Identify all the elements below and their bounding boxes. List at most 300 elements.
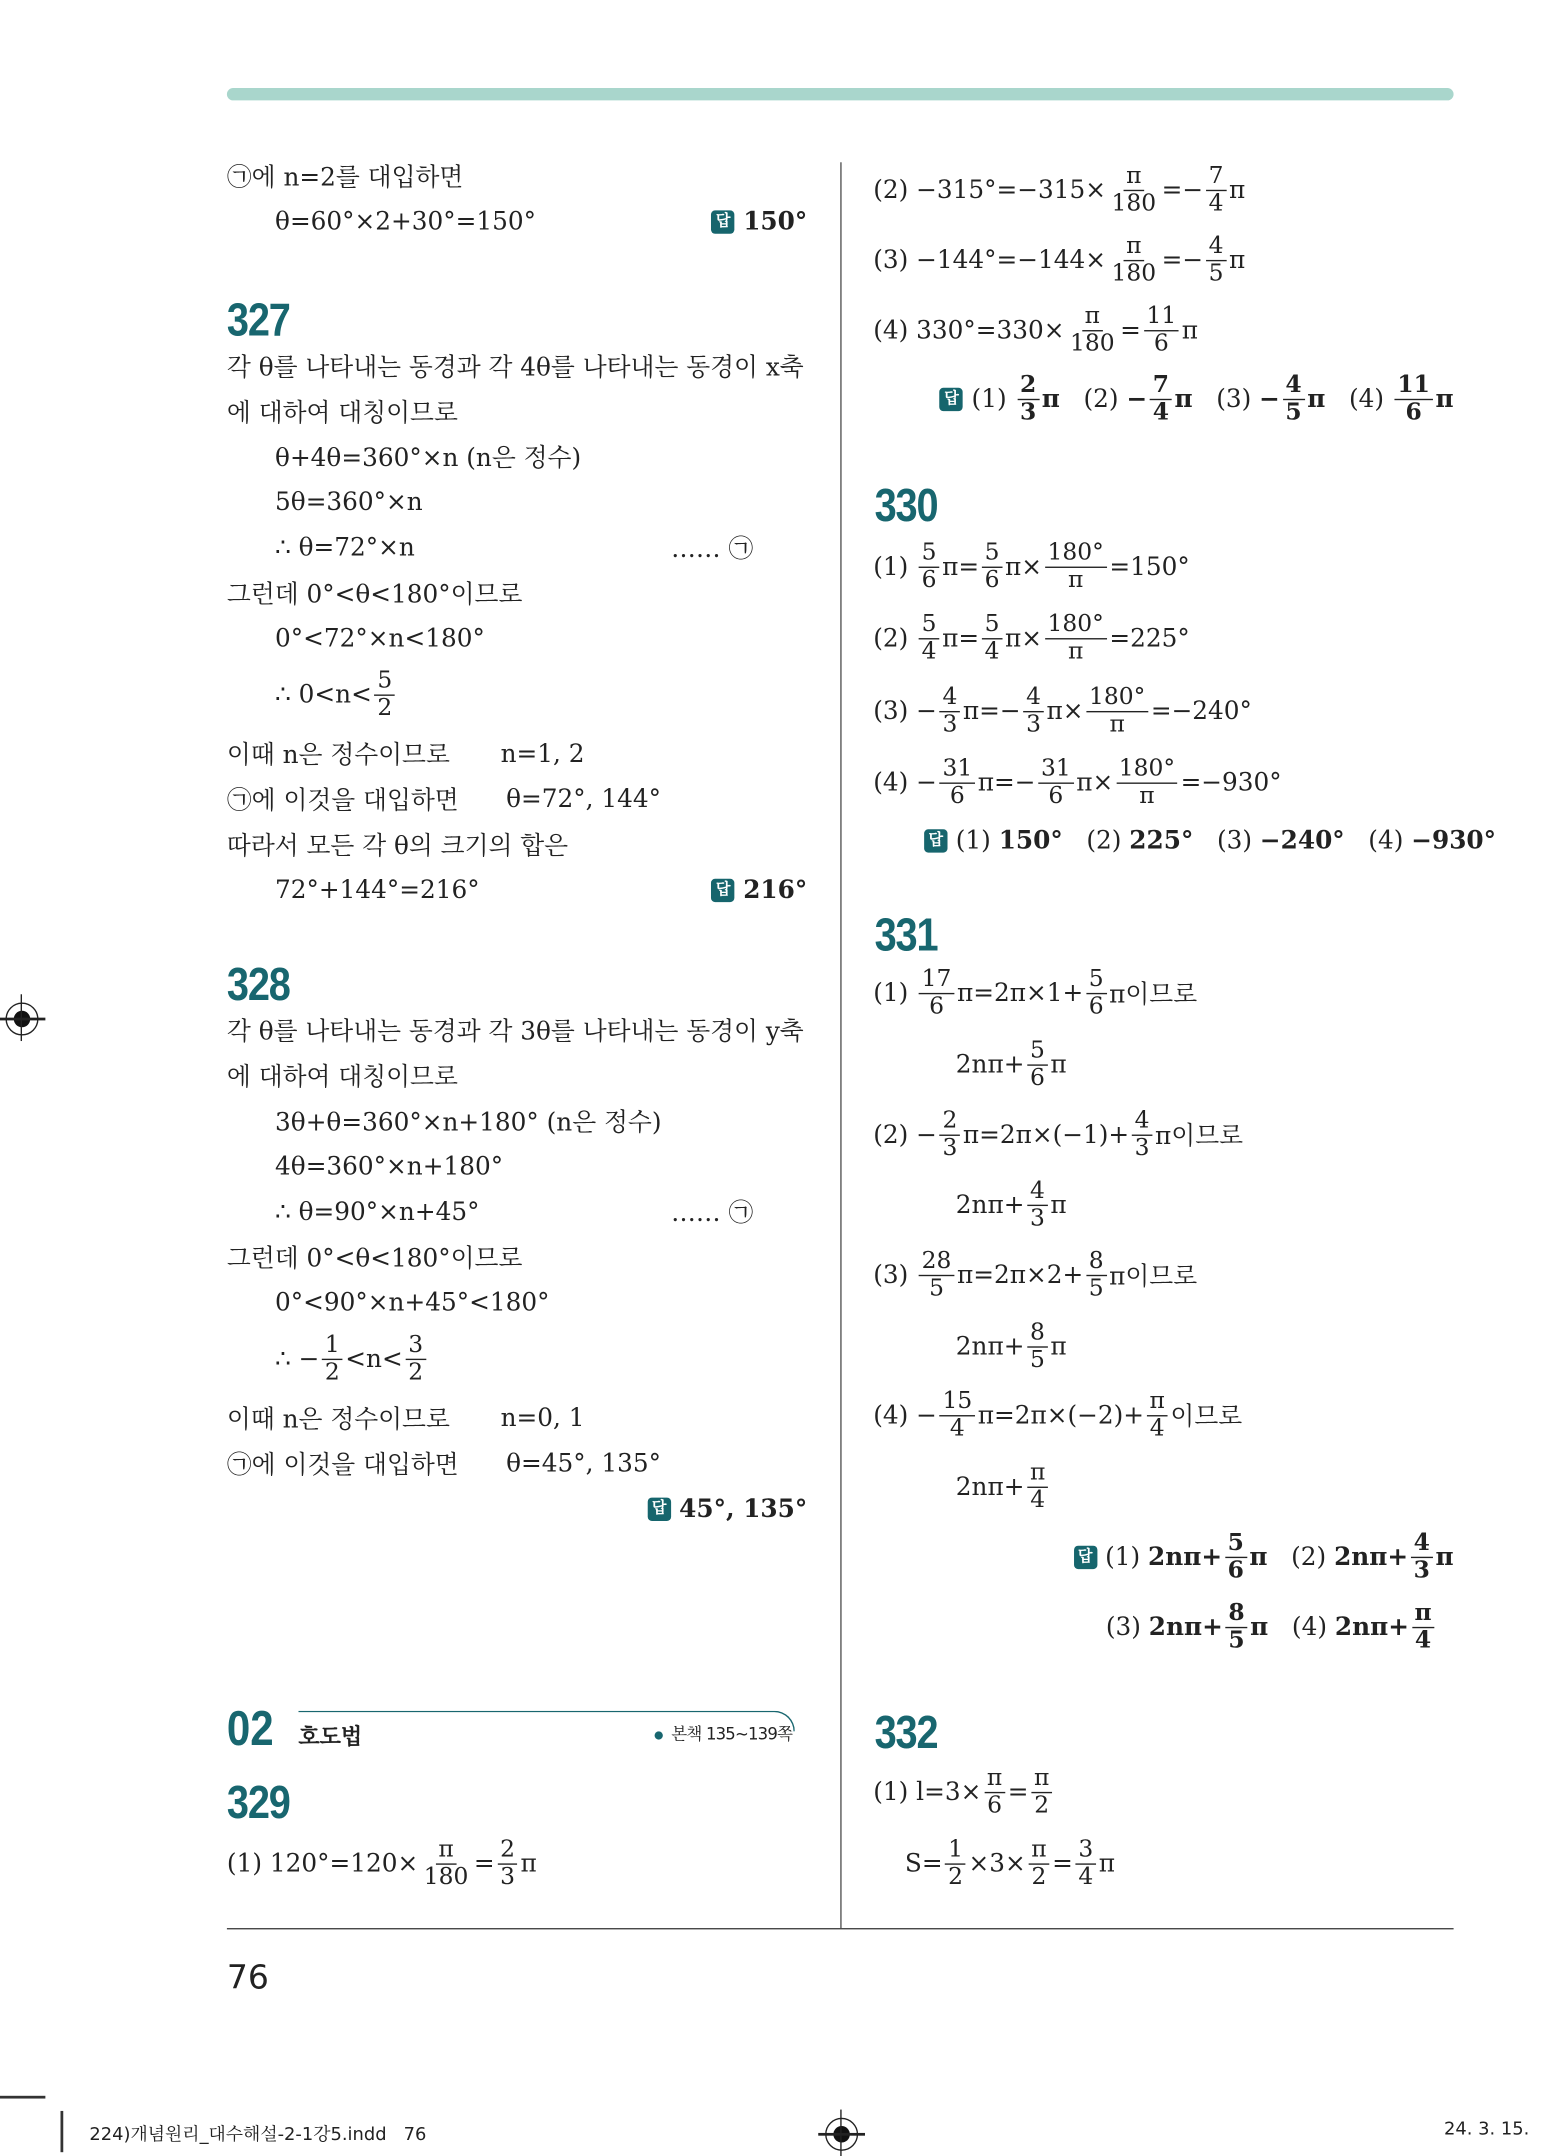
math-text: π=2π×1+ xyxy=(956,978,1084,1008)
math-text: (4) 330°=330× xyxy=(873,315,1065,345)
top-decorative-bar xyxy=(227,88,1454,100)
numerator: 3 xyxy=(1076,1837,1096,1865)
fraction xyxy=(1226,1600,1248,1654)
textbook-reference xyxy=(655,1722,792,1745)
math-text: π xyxy=(1174,384,1193,414)
math-text: 에 대하여 대칭이므로 xyxy=(226,398,458,428)
registration-mark-line xyxy=(840,2110,842,2156)
fraction xyxy=(1086,1248,1106,1302)
numerator: 4 xyxy=(940,684,960,712)
denominator: π xyxy=(1067,565,1084,594)
math-text: 5θ=360°×n xyxy=(275,487,423,517)
numerator: 3 xyxy=(405,1332,425,1360)
denominator: 2 xyxy=(408,1358,424,1386)
math-text: (1) xyxy=(955,825,999,855)
math-text: (2) xyxy=(873,623,917,653)
fraction xyxy=(982,611,1002,665)
math-text: 그런데 0°<θ<180°이므로 xyxy=(226,1244,523,1274)
bullet-icon xyxy=(655,1731,663,1739)
solution-line xyxy=(905,1830,1115,1896)
numerator: π xyxy=(984,1765,1005,1793)
fraction xyxy=(1109,163,1159,217)
solution-line xyxy=(956,1313,1067,1379)
solution-line xyxy=(873,1759,1055,1825)
denominator: 6 xyxy=(1153,329,1169,357)
denominator: 5 xyxy=(929,1274,945,1302)
numerator: 5 xyxy=(1086,966,1106,994)
problem-number-329: 329 xyxy=(226,1776,290,1830)
numerator: 4 xyxy=(1027,1178,1047,1206)
math-text: (4) xyxy=(1325,384,1392,414)
math-text: π xyxy=(1041,384,1060,414)
problem-number-328: 328 xyxy=(226,958,290,1011)
solution-line xyxy=(275,188,536,254)
numerator: π xyxy=(1123,233,1144,261)
fraction xyxy=(945,1837,965,1891)
math-text: π=− xyxy=(962,696,1021,726)
numerator: π xyxy=(1027,1460,1048,1488)
math-text: π xyxy=(1050,1331,1067,1361)
fraction xyxy=(421,1837,471,1891)
denominator: 5 xyxy=(1228,1626,1245,1654)
math-text: =− xyxy=(1161,245,1204,275)
fraction xyxy=(1206,163,1226,217)
numerator: 1 xyxy=(322,1332,342,1360)
denominator: 3 xyxy=(1029,1203,1045,1232)
section-header xyxy=(227,1700,809,1755)
math-text: 2nπ+ xyxy=(955,1472,1025,1502)
denominator: 2 xyxy=(948,1862,963,1891)
math-text: π= xyxy=(942,552,980,582)
math-text: π xyxy=(1249,1542,1268,1572)
denominator: 2 xyxy=(1034,1791,1050,1819)
numerator: 4 xyxy=(1411,1530,1433,1558)
fraction xyxy=(919,611,939,665)
math-text: 3θ+θ=360°×n+180° (n은 정수) xyxy=(275,1108,662,1138)
fraction xyxy=(940,756,975,810)
numerator: 31 xyxy=(1038,756,1073,784)
math-text: π xyxy=(1435,1542,1454,1572)
math-text: =−240° xyxy=(1150,696,1252,726)
fraction xyxy=(1076,1837,1096,1891)
math-text: π xyxy=(1250,1612,1269,1642)
math-text: π xyxy=(1229,245,1246,275)
denominator: 5 xyxy=(1088,1274,1104,1302)
problem-number-331: 331 xyxy=(874,909,938,962)
math-text: π xyxy=(1050,1049,1067,1079)
fraction xyxy=(1045,540,1107,594)
fraction xyxy=(497,1837,517,1891)
denominator: 2 xyxy=(377,693,393,722)
math-text: 따라서 모든 각 θ의 크기의 합은 xyxy=(226,831,569,861)
math-text: = xyxy=(473,1848,495,1878)
fraction xyxy=(1395,372,1433,426)
numerator: π xyxy=(1123,163,1144,191)
math-text: π=− xyxy=(977,768,1036,797)
math-text: −240° xyxy=(1259,825,1345,855)
numerator: π xyxy=(1082,303,1103,331)
denominator: 4 xyxy=(1208,189,1224,217)
fraction xyxy=(405,1332,425,1386)
numerator: 2 xyxy=(497,1837,517,1865)
numerator: 28 xyxy=(919,1248,954,1276)
numerator: 8 xyxy=(1226,1600,1248,1628)
denominator: 3 xyxy=(1019,398,1037,426)
solution-line xyxy=(873,534,1189,600)
numerator: 2 xyxy=(1017,372,1039,400)
fraction xyxy=(375,668,395,722)
math-text: π× xyxy=(1076,768,1114,797)
textbook-reference-text: 본책 135~139쪽 xyxy=(671,1724,793,1744)
answer-badge-icon: 답 xyxy=(924,829,947,852)
math-text: (4) − xyxy=(873,1400,937,1430)
denominator: 4 xyxy=(1078,1862,1094,1891)
solution-line xyxy=(873,297,1198,363)
solution-line xyxy=(227,1830,537,1896)
denominator: 6 xyxy=(1048,781,1064,810)
math-text: 그런데 0°<θ<180°이므로 xyxy=(226,580,523,610)
numerator: 7 xyxy=(1206,163,1226,191)
column-divider xyxy=(840,162,841,1928)
math-text: 216° xyxy=(743,875,808,905)
math-text: 2nπ+ xyxy=(1148,1612,1223,1642)
numerator: 4 xyxy=(1283,372,1305,400)
math-text: 이때 n은 정수이므로 xyxy=(226,1405,450,1435)
math-text: (1) xyxy=(873,978,917,1008)
math-text: = xyxy=(1007,1777,1029,1807)
math-text: −930° xyxy=(1411,825,1497,855)
answer-line xyxy=(1073,1524,1453,1590)
fraction xyxy=(1116,756,1178,810)
denominator: 6 xyxy=(921,565,937,594)
section-number: 02 xyxy=(226,1699,274,1757)
math-text: 72°+144°=216° xyxy=(275,875,480,905)
fraction xyxy=(1144,303,1179,357)
denominator: 6 xyxy=(1088,992,1104,1020)
numerator: 4 xyxy=(1023,684,1043,712)
math-text: 에 대하여 대칭이므로 xyxy=(226,1063,458,1092)
answer-line xyxy=(648,1476,808,1542)
crop-mark xyxy=(0,2096,45,2098)
math-text: ∴ − xyxy=(275,1344,320,1374)
math-text: ∴ θ=90°×n+45° xyxy=(275,1197,480,1226)
bottom-rule xyxy=(227,1928,1454,1929)
math-text: (1) l=3× xyxy=(873,1777,982,1807)
numerator: 8 xyxy=(1086,1248,1106,1276)
math-text: = xyxy=(1120,315,1141,345)
fraction xyxy=(1147,1388,1168,1442)
denominator: 180 xyxy=(1070,329,1115,357)
math-text: (2) − xyxy=(873,1120,937,1149)
solution-line xyxy=(873,605,1189,671)
math-text: =150° xyxy=(1109,552,1190,582)
answer-line xyxy=(712,857,808,923)
fraction xyxy=(919,1248,954,1302)
denominator: 6 xyxy=(1029,1063,1045,1092)
solution-line xyxy=(956,1454,1051,1520)
math-text: n=1, 2 xyxy=(500,739,585,769)
print-slug-date: 24. 3. 15. xyxy=(1443,2119,1530,2140)
math-text: π× xyxy=(1004,623,1043,653)
numerator: 180° xyxy=(1045,611,1107,639)
fraction xyxy=(1067,303,1117,357)
fraction xyxy=(1017,372,1039,426)
denominator: 180 xyxy=(423,1862,469,1891)
fraction xyxy=(1027,1320,1047,1374)
denominator: 5 xyxy=(1029,1345,1045,1374)
denominator: 3 xyxy=(942,710,958,738)
solution-line xyxy=(873,1102,1243,1168)
math-text: π이므로 xyxy=(1109,980,1198,1010)
denominator: 3 xyxy=(942,1133,958,1162)
math-text: π xyxy=(1098,1848,1116,1878)
problem-number-330: 330 xyxy=(874,479,938,533)
print-slug-filename: 224)개념원리_대수해설-2-1강5.indd 76 xyxy=(89,2124,427,2146)
math-text: (3) xyxy=(1193,825,1260,855)
problem-number-327: 327 xyxy=(226,294,290,347)
math-text: (4) − xyxy=(873,768,937,797)
math-text: π=2π×2+ xyxy=(956,1260,1084,1290)
math-text: 0°<90°×n+45°<180° xyxy=(275,1287,550,1317)
solution-line xyxy=(873,1242,1197,1308)
denominator: 4 xyxy=(1149,1414,1165,1442)
numerator: 4 xyxy=(1132,1108,1152,1136)
fraction xyxy=(919,966,954,1020)
denominator: 5 xyxy=(1208,259,1224,287)
math-text: 각 θ를 나타내는 동경과 각 3θ를 나타내는 동경이 y축 xyxy=(226,1017,804,1047)
solution-line xyxy=(873,678,1252,744)
denominator: 6 xyxy=(949,781,965,810)
denominator: 5 xyxy=(1285,398,1302,426)
math-text: 45°, 135° xyxy=(679,1494,808,1524)
math-text: (3) xyxy=(1192,384,1260,414)
math-text: ×3× xyxy=(968,1848,1026,1878)
math-text: S= xyxy=(904,1848,943,1878)
numerator: 1 xyxy=(945,1837,965,1865)
math-text: θ=45°, 135° xyxy=(506,1448,661,1478)
fraction xyxy=(940,1388,975,1442)
fraction xyxy=(1023,684,1043,738)
fraction xyxy=(1027,1178,1047,1232)
math-text: (2) xyxy=(1059,384,1127,414)
denominator: 6 xyxy=(1227,1556,1244,1584)
math-text: π=2π×(−2)+ xyxy=(977,1400,1145,1430)
math-text: 2nπ+ xyxy=(1334,1542,1409,1572)
math-text: π= xyxy=(942,623,980,653)
denominator: 4 xyxy=(1414,1626,1432,1654)
numerator: 31 xyxy=(940,756,975,784)
page-number: 76 xyxy=(226,1958,269,1997)
crop-mark xyxy=(61,2111,63,2152)
math-text: (3) −144°=−144× xyxy=(873,245,1107,275)
section-title: 호도법 xyxy=(298,1723,363,1750)
math-text: θ=60°×2+30°=150° xyxy=(275,206,537,236)
math-text: π× xyxy=(1004,552,1043,582)
answer-badge-icon: 답 xyxy=(712,210,735,233)
numerator: π xyxy=(1412,1600,1435,1628)
answer-badge-icon: 답 xyxy=(1073,1545,1096,1568)
solution-line xyxy=(873,157,1245,223)
denominator: 6 xyxy=(984,565,1000,594)
fraction xyxy=(940,1108,960,1162)
math-text: 각 θ를 나타내는 동경과 각 4θ를 나타내는 동경이 x축 xyxy=(226,353,804,383)
numerator: π xyxy=(436,1837,457,1865)
math-text: π이므로 xyxy=(1155,1122,1244,1152)
math-text: π xyxy=(1050,1190,1067,1220)
math-text: ∴ 0<n< xyxy=(275,680,372,709)
math-text: − xyxy=(1126,384,1148,414)
solution-line xyxy=(873,1382,1242,1448)
denominator: 180 xyxy=(1111,259,1157,287)
fraction xyxy=(984,1765,1005,1819)
math-text: (2) xyxy=(1062,825,1130,855)
math-text: 2nπ+ xyxy=(1148,1542,1223,1572)
solution-line xyxy=(956,1172,1067,1238)
math-text: 150° xyxy=(743,206,808,236)
math-text: (1) 120°=120× xyxy=(226,1848,419,1878)
fraction xyxy=(1027,1038,1047,1092)
solution-line xyxy=(275,857,480,923)
math-text: 225° xyxy=(1129,825,1194,855)
math-text: …… ㉠ xyxy=(671,1199,754,1229)
denominator: 3 xyxy=(1134,1133,1150,1162)
denominator: 180 xyxy=(1111,189,1157,217)
fraction xyxy=(1412,1600,1435,1654)
numerator: 4 xyxy=(1206,233,1226,261)
fraction xyxy=(1028,1837,1049,1891)
numerator: 7 xyxy=(1150,372,1172,400)
denominator: π xyxy=(1067,637,1084,665)
math-text: 2nπ+ xyxy=(955,1190,1025,1220)
math-text: 2nπ+ xyxy=(955,1049,1025,1079)
answer-line xyxy=(712,188,808,254)
math-text: 0°<72°×n<180° xyxy=(275,623,485,653)
math-text: θ+4θ=360°×n (n은 정수) xyxy=(275,444,582,474)
numerator: 17 xyxy=(919,966,954,994)
solution-line xyxy=(956,1031,1067,1097)
numerator: 5 xyxy=(982,611,1002,639)
numerator: 15 xyxy=(940,1388,975,1416)
answer-line xyxy=(1106,1594,1437,1660)
denominator: 4 xyxy=(949,1414,965,1442)
answer-line xyxy=(940,366,1454,432)
numerator: 5 xyxy=(919,540,939,568)
math-text: ∴ θ=72°×n xyxy=(275,532,415,562)
math-text: = xyxy=(1052,1848,1073,1878)
denominator: 4 xyxy=(984,637,1000,665)
fraction xyxy=(1132,1108,1152,1162)
denominator: 6 xyxy=(929,992,945,1020)
fraction xyxy=(982,540,1002,594)
math-text: =225° xyxy=(1109,623,1190,653)
denominator: 4 xyxy=(1030,1485,1046,1514)
equation-tag xyxy=(671,514,753,580)
math-text: (1) xyxy=(971,384,1015,414)
math-text: (1) xyxy=(1105,1542,1149,1572)
answer-line xyxy=(924,807,1496,873)
fraction xyxy=(919,540,939,594)
numerator: 5 xyxy=(1027,1038,1047,1066)
numerator: 11 xyxy=(1395,372,1433,400)
math-text: =− xyxy=(1161,175,1204,205)
fraction xyxy=(1031,1765,1052,1819)
denominator: 4 xyxy=(921,637,937,665)
numerator: 5 xyxy=(375,668,395,696)
math-text: 이므로 xyxy=(1170,1402,1243,1432)
math-text: 이때 n은 정수이므로 xyxy=(226,741,450,771)
numerator: 5 xyxy=(982,540,1002,568)
numerator: π xyxy=(1028,1837,1049,1865)
fraction xyxy=(1045,611,1107,665)
math-text: π xyxy=(520,1848,537,1878)
math-text: ㉠에 n=2를 대입하면 xyxy=(226,163,464,193)
math-text: (3) − xyxy=(873,696,937,726)
denominator: 6 xyxy=(1405,398,1422,426)
math-text: (4) xyxy=(1344,825,1412,855)
numerator: 5 xyxy=(919,611,939,639)
math-text: π xyxy=(1307,384,1326,414)
denominator: π xyxy=(1109,710,1125,738)
numerator: π xyxy=(1147,1388,1168,1416)
math-text: (3) xyxy=(1105,1612,1149,1642)
solution-line xyxy=(873,227,1245,293)
equation-tag xyxy=(671,1179,753,1245)
math-text: 150° xyxy=(998,825,1063,855)
denominator: 3 xyxy=(1413,1556,1430,1584)
solution-line xyxy=(873,960,1197,1026)
math-text: π× xyxy=(1046,696,1084,726)
numerator: 180° xyxy=(1045,540,1107,568)
math-text: (3) xyxy=(873,1260,917,1290)
denominator: π xyxy=(1139,781,1155,810)
denominator: 3 xyxy=(1026,710,1041,738)
denominator: 6 xyxy=(987,1791,1002,1819)
math-text: θ=72°, 144° xyxy=(506,784,661,814)
denominator: 2 xyxy=(324,1358,340,1386)
fraction xyxy=(1109,233,1159,287)
answer-badge-icon: 답 xyxy=(712,878,735,901)
math-text: n=0, 1 xyxy=(500,1403,585,1433)
math-text: …… ㉠ xyxy=(671,534,754,564)
answer-badge-icon: 답 xyxy=(648,1497,671,1520)
math-text: ㉠에 이것을 대입하면 xyxy=(226,1450,459,1480)
math-text: (2) xyxy=(1267,1542,1335,1572)
math-text: π이므로 xyxy=(1109,1262,1198,1292)
math-text: (1) xyxy=(873,552,917,582)
fraction xyxy=(1150,372,1172,426)
math-text: π=2π×(−1)+ xyxy=(962,1120,1130,1149)
numerator: 180° xyxy=(1116,756,1178,784)
math-text: π xyxy=(1181,315,1198,345)
math-text: (2) −315°=−315× xyxy=(873,175,1107,205)
math-text: 4θ=360°×n+180° xyxy=(275,1151,504,1181)
solution-line xyxy=(506,1430,661,1496)
fraction xyxy=(1038,756,1073,810)
problem-number-332: 332 xyxy=(874,1706,938,1759)
denominator: 2 xyxy=(1031,1862,1047,1891)
math-text: (4) xyxy=(1268,1612,1335,1642)
fraction xyxy=(322,1332,342,1386)
denominator: 4 xyxy=(1152,398,1169,426)
fraction xyxy=(1086,684,1148,738)
fraction xyxy=(1086,966,1106,1020)
solution-line xyxy=(275,661,398,727)
solution-line xyxy=(873,749,1281,815)
math-text: 2nπ+ xyxy=(955,1331,1025,1361)
fraction xyxy=(1206,233,1226,287)
registration-mark-line xyxy=(20,994,22,1041)
math-text: <n< xyxy=(345,1344,403,1374)
